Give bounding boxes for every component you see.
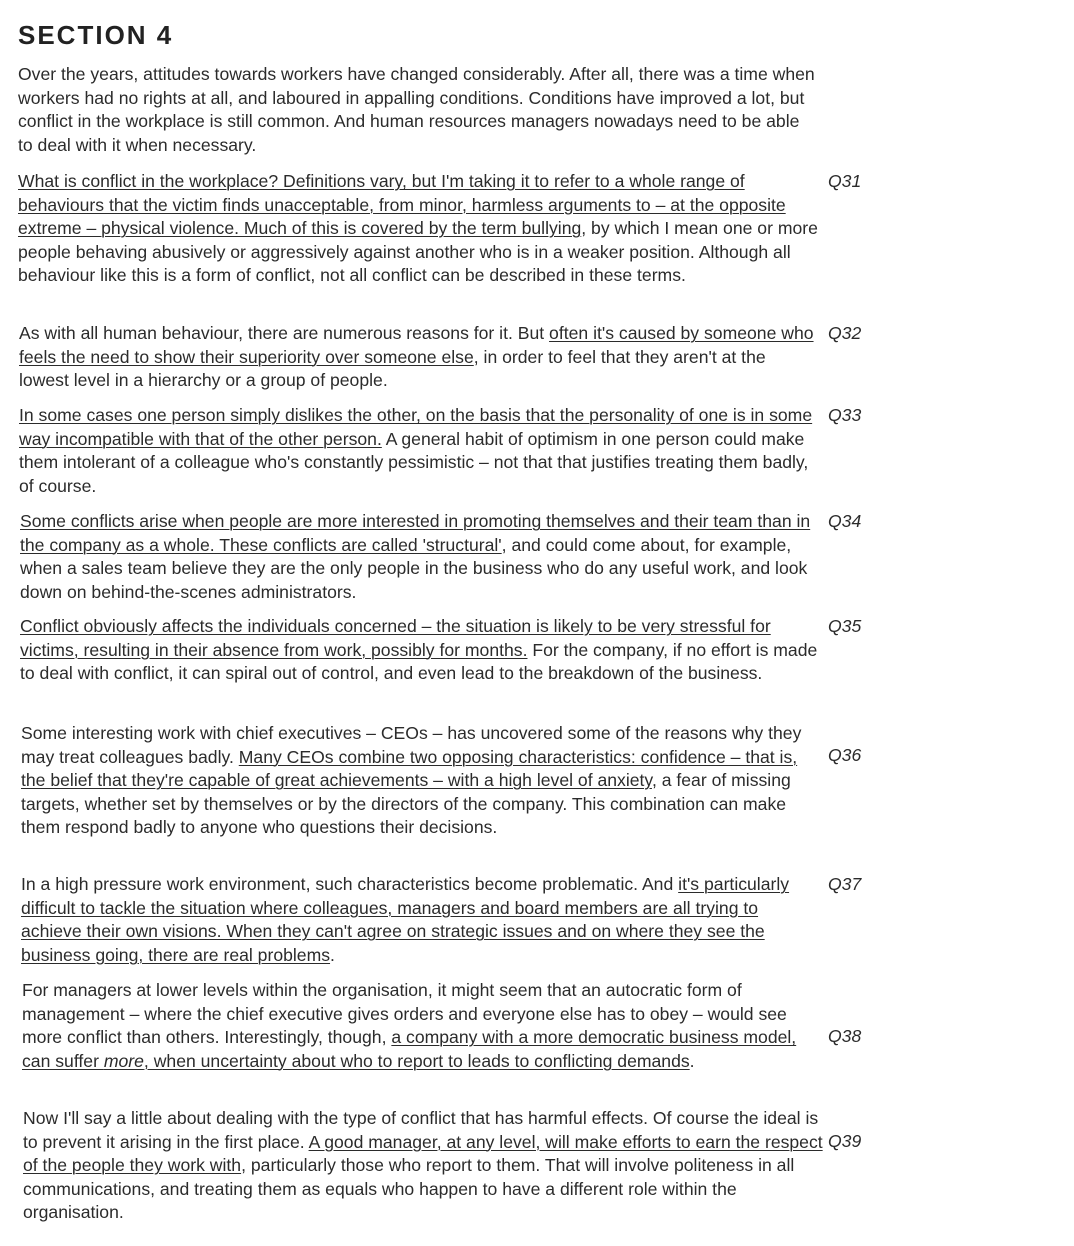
underlined-text: What is conflict in the workplace? Definitions vary, but I'm taking it to refer to a whole range of behaviours that the victim finds unacceptable, from minor, harmless arguments to – at the opposite extreme – physical violence. Much of this is covered by the term bullying	[18, 171, 786, 238]
paragraph-text: For managers at lower levels within the organisation, it might seem that an autocratic form of management – where the chief executive gives orders and everyone else has to obey – would see more conflict than others. Interestingly, though,	[22, 980, 787, 1047]
paragraph	[18, 63, 818, 157]
paragraph-text: As with all human behaviour, there are numerous reasons for it. But	[19, 323, 550, 343]
paragraph	[20, 615, 820, 686]
paragraph-text: , and could come about, for example, when a sales team believe they are the only people in the business who do any useful work, and look down on behind-the-scenes administrators.	[20, 534, 808, 602]
question-label: Q34	[828, 511, 862, 531]
underlined-text: Some conflicts arise when people are more interested in promoting themselves and their team than in the company as a whole. These conflicts are called 'structural'	[20, 511, 811, 555]
paragraph-text: .	[330, 944, 335, 965]
paragraph	[19, 322, 819, 393]
question-label: Q31	[828, 171, 862, 191]
question-label: Q33	[828, 405, 862, 425]
paragraph-text: A general habit of optimism in one person could make them intolerant of a colleague who's constantly pessimistic – not that that justifies treating them badly, of course.	[19, 428, 809, 496]
question-label: Q32	[828, 323, 862, 343]
paragraph	[23, 1107, 823, 1225]
underlined-text: often it's caused by someone who feels the need to show their superiority over someone else	[19, 323, 814, 367]
paragraph	[21, 873, 821, 967]
paragraph-text: For the company, if no effort is made to deal with conflict, it can spiral out of control, and even lead to the breakdown of the business.	[20, 639, 818, 683]
paragraph-text: Some interesting work with chief executives – CEOs – has uncovered some of the reasons why they may treat colleagues badly.	[21, 723, 802, 767]
underlined-text: , when uncertainty about who to report to leads to conflicting demands	[143, 1050, 690, 1071]
paragraph	[18, 170, 818, 288]
section-title: SECTION 4	[18, 20, 174, 50]
underlined-text: Many CEOs combine two opposing characteristics: confidence – that is, the belief that they're capable of great achievements – with a high level of anxiety	[21, 746, 798, 790]
underlined-text: Conflict obviously affects the individuals concerned – the situation is likely to be very stressful for victims, resulting in their absence from work, possibly for months.	[20, 616, 771, 660]
question-label: Q36	[828, 745, 862, 765]
underlined-text: more	[103, 1050, 144, 1071]
underlined-text: a company with a more democratic business model, can suffer	[22, 1027, 797, 1071]
paragraph-text: , particularly those who report to them. That will involve politeness in all communications, and treating them as equals who happen to have a different role within the organisation.	[23, 1155, 795, 1222]
underlined-text: In some cases one person simply dislikes the other, on the basis that the personality of one is in some way incompatible with that of the other person.	[19, 405, 813, 449]
paragraph-text: , by which I mean one or more people behaving abusively or aggressively against another who is in a weaker position. Although all behaviour like this is a form of conflict, not all conflict can be described in these terms.	[18, 218, 818, 285]
question-label: Q39	[828, 1131, 862, 1151]
paragraph	[21, 722, 821, 840]
paragraph-text: , a fear of missing targets, whether set by themselves or by the directors of the company. This combination can make them respond badly to anyone who questions their decisions.	[21, 770, 791, 837]
underlined-text: A good manager, at any level, will make efforts to earn the respect of the people they work with	[23, 1131, 823, 1175]
question-label: Q37	[828, 874, 862, 894]
paragraph-text: , in order to feel that they aren't at the lowest level in a hierarchy or a group of people.	[19, 346, 766, 390]
paragraph	[22, 979, 822, 1073]
question-label: Q35	[828, 616, 862, 636]
paragraph	[19, 404, 819, 498]
paragraph-text: Over the years, attitudes towards workers have changed considerably. After all, there was a time when workers had no rights at all, and laboured in appalling conditions. Conditions have improved a lot, but conflict in the workplace is still common. And human resources managers nowadays need to be able to deal with it when necessary.	[18, 64, 815, 155]
paragraph	[20, 510, 820, 604]
question-label: Q38	[828, 1026, 862, 1046]
underlined-text: it's particularly difficult to tackle the situation where colleagues, managers and board members are all trying to achieve their own visions. When they can't agree on strategic issues and on where they see the business going, there are real problems	[21, 874, 790, 965]
paragraph-text: In a high pressure work environment, such characteristics become problematic. And	[21, 874, 679, 894]
paragraph-text: .	[689, 1050, 695, 1071]
paragraph-text: Now I'll say a little about dealing with the type of conflict that has harmful effects. Of course the ideal is to prevent it arising in the first place.	[23, 1108, 819, 1152]
